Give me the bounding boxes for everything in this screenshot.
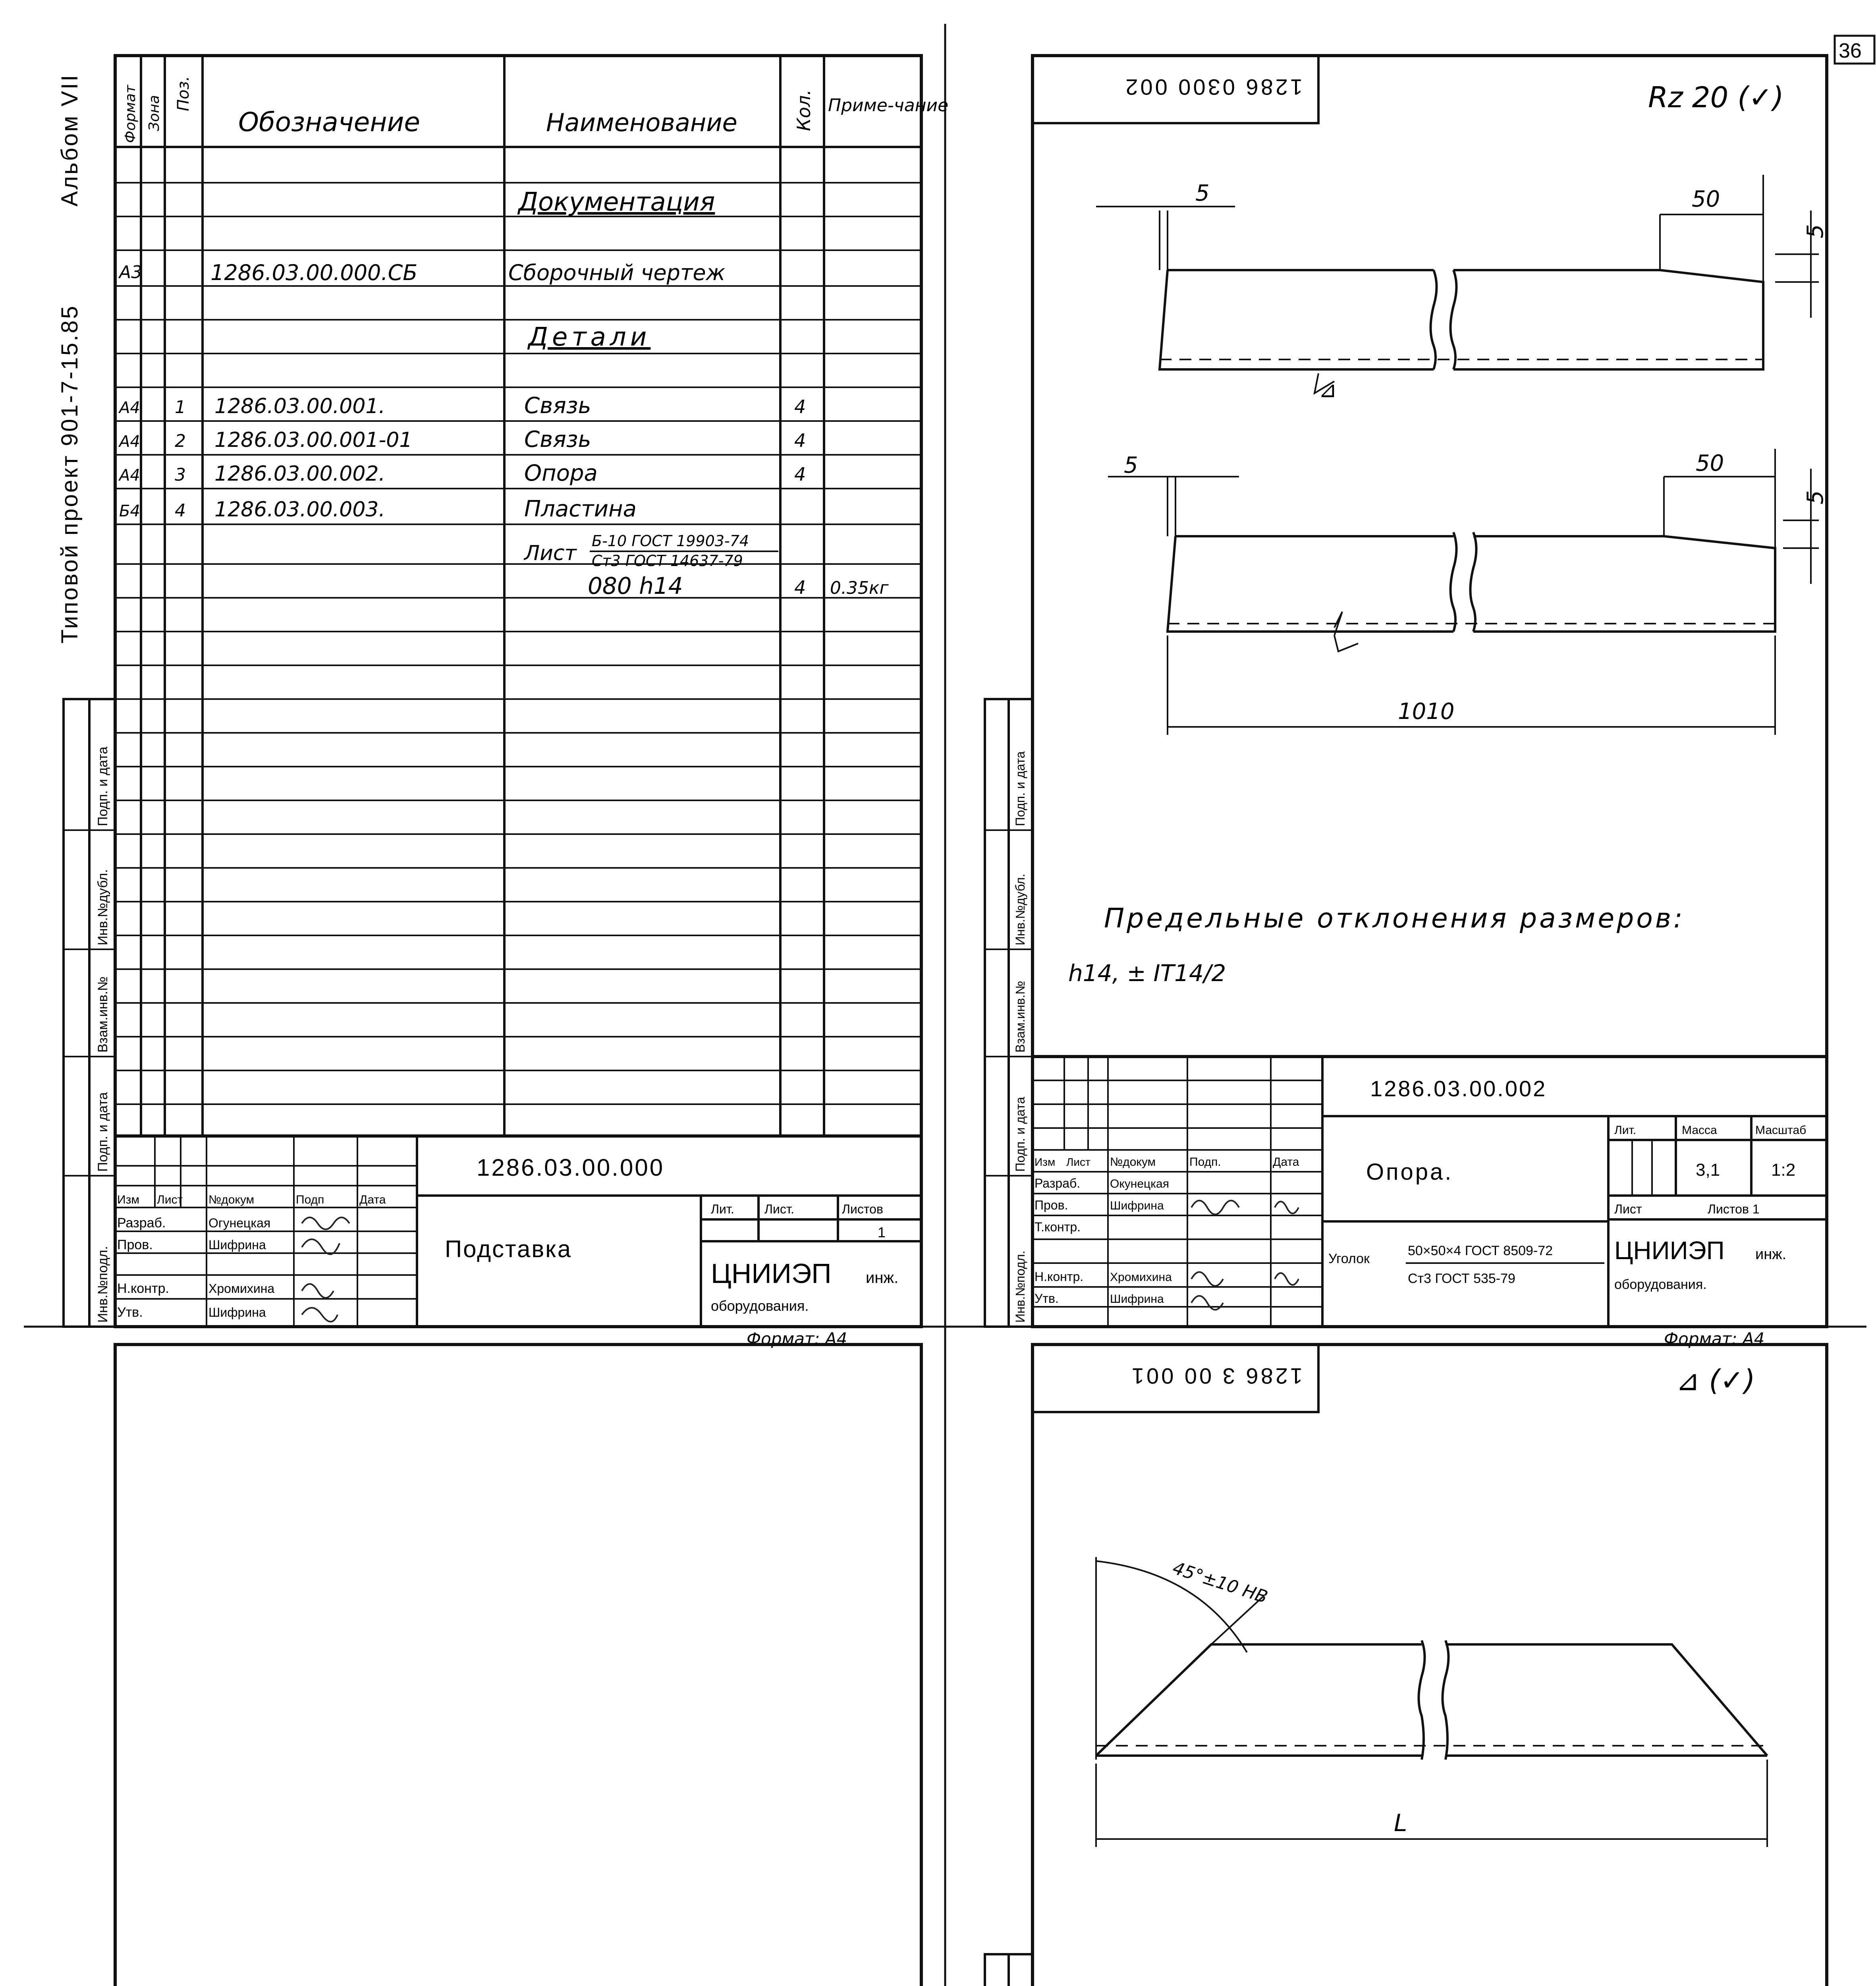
opora-col-sign: Подп. (1189, 1155, 1221, 1169)
spec-lists-val: 1 (878, 1224, 886, 1240)
section-docs: Документация (518, 187, 715, 217)
spec-role-4: Утв. (117, 1305, 143, 1320)
stamp-inv-dubl: Инв.№дубл. (95, 869, 110, 945)
project-label: Типовой проект 901-7-15.85 (57, 304, 83, 643)
spec-name-3: Хромихина (208, 1281, 275, 1296)
stamp-vzam-inv: Взам.инв.№ (95, 976, 110, 1053)
opora-note-line2: h14, ± IT14/2 (1068, 960, 1226, 987)
part2-name: Связь (524, 427, 591, 452)
opora-stamp-podp-data-1: Подп. и дата (1013, 1097, 1027, 1172)
opora-lists: Листов 1 (1708, 1202, 1760, 1216)
opora-name-1: Окунецкая (1110, 1177, 1169, 1190)
opora-name-2: Шифрина (1110, 1199, 1164, 1212)
part4-name: Пластина (524, 496, 637, 522)
hdr-note: Приме-чание (828, 95, 949, 116)
opora-col-date: Дата (1273, 1155, 1299, 1169)
opora-roughness: Rz 20 (✓) (1648, 81, 1784, 114)
spec-name-4: Шифрина (208, 1305, 266, 1319)
spec-col-doc: №докум (208, 1193, 255, 1206)
sheet-std1: Б-10 ГОСТ 19903-74 (592, 532, 749, 550)
spec-org: ЦНИИЭП (711, 1258, 832, 1289)
signature-scribbles (302, 1217, 349, 1322)
sheet-label: Лист (524, 541, 577, 565)
opora-rotated-code: 1286 0300 002 (1123, 75, 1303, 100)
spec-sheet (57, 56, 948, 1348)
opora-stamp-inv-dubl: Инв.№дубл. (1013, 873, 1027, 945)
spec-col-date: Дата (359, 1193, 386, 1206)
part3-format: А4 (119, 466, 140, 485)
opora-mass: Масса (1682, 1124, 1717, 1137)
opora-org: ЦНИИЭП (1614, 1236, 1725, 1265)
opora-dim-mid-right: 50 (1696, 450, 1724, 476)
opora-name-4: Хромихина (1110, 1271, 1172, 1284)
opora-stamp-vzam-inv: Взам.инв.№ (1013, 981, 1027, 1053)
opora-code: 1286.03.00.002 (1370, 1076, 1547, 1101)
opora-dim-top-v: 5 (1803, 224, 1828, 238)
opora-role-5: Утв. (1035, 1291, 1059, 1306)
opora-org-suffix: инж. (1755, 1246, 1787, 1263)
part4-format: Б4 (119, 502, 140, 520)
dim-value: 080 h14 (588, 572, 683, 599)
opora-role-2: Пров. (1035, 1198, 1068, 1212)
empty-frame (115, 1345, 921, 1986)
opora-mass-val: 3,1 (1696, 1160, 1720, 1180)
spec-org-line2: оборудования. (711, 1298, 809, 1314)
sheet-std2: Ст3 ГОСТ 14637-79 (592, 552, 743, 570)
opora-signatures (1191, 1201, 1299, 1310)
spec-role-2: Пров. (117, 1237, 153, 1252)
spec-format: Формат: А4 (747, 1329, 847, 1348)
dim-qty: 4 (794, 577, 806, 598)
part3-qty: 4 (794, 464, 806, 485)
dim-note: 0.35кг (830, 578, 889, 598)
opora-stamp-podp-data-2: Подп. и дата (1013, 751, 1027, 826)
opora-col-list: Лист (1066, 1156, 1090, 1168)
spec-col-list: Лист (157, 1193, 183, 1206)
spec-list: Лист. (764, 1202, 794, 1216)
part1-designation: 1286.03.00.001. (214, 394, 386, 418)
opora-org-line2: оборудования. (1614, 1277, 1707, 1292)
spec-name-1: Огунецкая (208, 1216, 271, 1230)
svyaz-rotated-code: 1286 3 00 001 (1129, 1364, 1303, 1389)
section-parts: Детали (528, 323, 651, 352)
part1-qty: 4 (794, 396, 806, 417)
svyaz-view (1096, 1557, 1767, 1847)
opora-col-izm: Изм (1035, 1156, 1056, 1168)
opora-note-line1: Предельные отклонения размеров: (1104, 903, 1685, 934)
hdr-zone: Зона (146, 95, 162, 131)
opora-view-bottom (1108, 449, 1819, 735)
spec-col-sign: Подп (296, 1193, 324, 1206)
part4-pos: 4 (175, 500, 186, 521)
hdr-qty: Кол. (793, 89, 814, 131)
opora-scale-val: 1:2 (1771, 1160, 1796, 1180)
album-label: Альбом VII (57, 73, 83, 207)
part3-name: Опора (524, 460, 598, 486)
opora-dim-mid-v: 5 (1803, 490, 1828, 504)
doc-designation: 1286.03.00.000.СБ (210, 260, 418, 285)
hdr-name: Наименование (546, 108, 737, 137)
opora-material-line2: Ст3 ГОСТ 535-79 (1408, 1271, 1515, 1286)
part3-pos: 3 (175, 465, 186, 485)
opora-dim-length: 1010 (1398, 699, 1455, 724)
svyaz-sheet (985, 1345, 1827, 1986)
opora-weld-mark: ⊿ (1318, 377, 1337, 403)
hdr-designation: Обозначение (238, 107, 420, 137)
stamp-podp-data-2: Подп. и дата (95, 746, 110, 826)
opora-material-line1: 50×50×4 ГОСТ 8509-72 (1408, 1243, 1553, 1258)
part1-pos: 1 (175, 397, 186, 417)
opora-list: Лист (1614, 1202, 1642, 1216)
spec-org-suffix: инж. (866, 1269, 899, 1287)
spec-col-izm: Изм (117, 1193, 139, 1206)
svyaz-roughness: ⊿ (✓) (1676, 1364, 1755, 1397)
corner-number: 36 (1839, 39, 1862, 62)
svyaz-angle-note: 45°±10 НВ (1170, 1557, 1270, 1608)
part2-designation: 1286.03.00.001-01 (214, 428, 413, 452)
hdr-pos: Поз. (174, 76, 193, 111)
spec-lists: Листов (842, 1202, 883, 1216)
doc-name: Сборочный чертеж (508, 260, 726, 285)
opora-stamp-inv-podl: Инв.№подл. (1013, 1250, 1027, 1323)
part1-name: Связь (524, 393, 591, 419)
opora-role-3: Т.контр. (1035, 1220, 1081, 1234)
opora-sheet (985, 56, 1828, 1348)
hdr-format: Формат (122, 85, 139, 143)
part2-format: А4 (119, 433, 140, 451)
opora-lit: Лит. (1614, 1124, 1637, 1137)
opora-title: Опора. (1366, 1159, 1453, 1185)
opora-dim-mid-left: 5 (1124, 452, 1138, 478)
opora-role-1: Разраб. (1035, 1176, 1081, 1190)
spec-role-3: Н.контр. (117, 1281, 169, 1296)
part2-pos: 2 (175, 431, 186, 451)
opora-format: Формат: А4 (1664, 1329, 1765, 1348)
spec-code: 1286.03.00.000 (477, 1154, 665, 1181)
spec-name-2: Шифрина (208, 1238, 266, 1252)
spec-title: Подставка (445, 1236, 572, 1262)
spec-role-1: Разраб. (117, 1215, 166, 1231)
opora-name-5: Шифрина (1110, 1292, 1164, 1306)
opora-dim-top-right: 50 (1692, 186, 1720, 212)
spec-lit: Лит. (711, 1202, 734, 1216)
svyaz-length-label: L (1394, 1809, 1407, 1837)
opora-material-label: Уголок (1328, 1251, 1370, 1266)
opora-col-doc: №докум (1110, 1155, 1156, 1169)
part3-designation: 1286.03.00.002. (214, 462, 386, 486)
opora-scale: Масштаб (1755, 1124, 1807, 1137)
opora-role-4: Н.контр. (1035, 1269, 1084, 1284)
part4-designation: 1286.03.00.003. (214, 498, 386, 522)
opora-dim-top-left: 5 (1195, 180, 1210, 206)
stamp-podp-data-1: Подп. и дата (95, 1092, 110, 1172)
part1-format: А4 (119, 399, 140, 417)
doc-format: А3 (119, 262, 143, 282)
stamp-inv-podl: Инв.№подл. (95, 1246, 110, 1323)
part2-qty: 4 (794, 430, 806, 451)
